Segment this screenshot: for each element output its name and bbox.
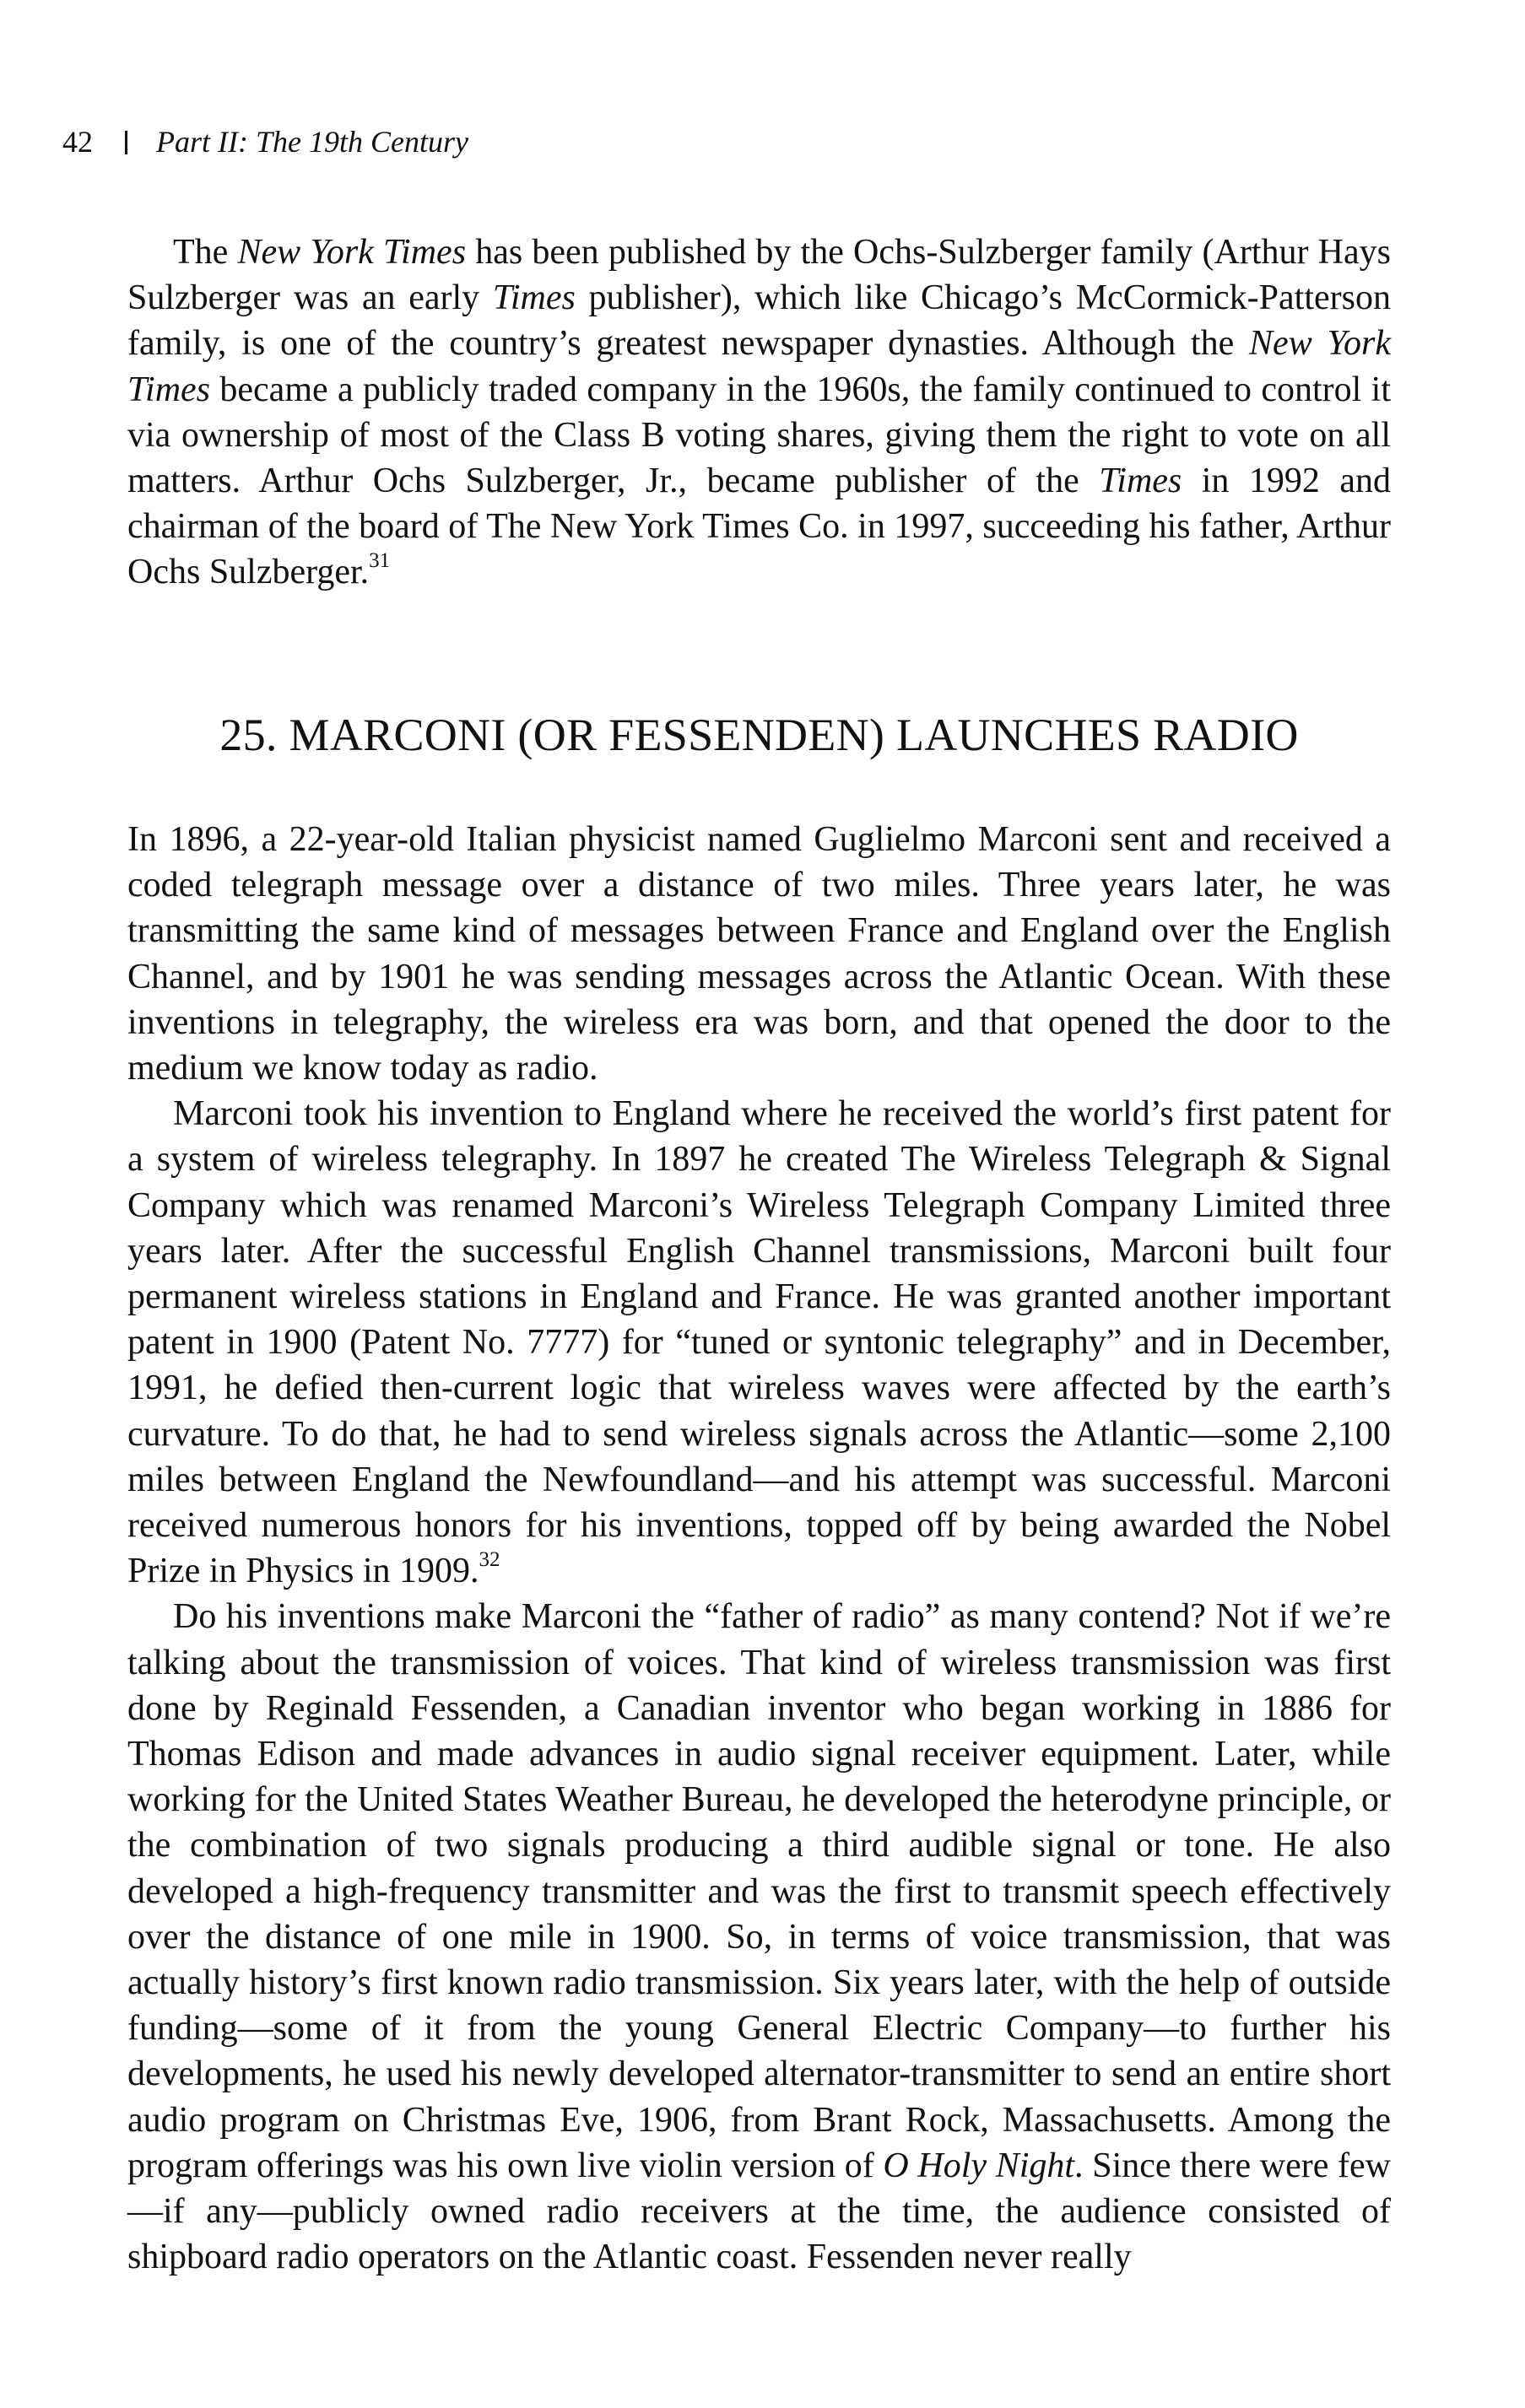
paragraph: Marconi took his invention to England where he received the world’s first patent for a system of wireless telegraphy. In 1897 he created The Wireless Telegraph & Signal Company which was renamed Marconi’s Wireless Telegraph Company Limited three years later. After the successful English Channel transmissions, Marconi built four permanent wireless stations in England and France. He was granted another important patent in 1900 (Patent No. 7777) for “tuned or syntonic telegraphy” and in December, 1991, he defied then-current logic that wireless waves were affected by the earth’s curvature. To do that, he had to send wireless signals across the Atlantic—some 2,100 miles between England the Newfoundland—and his attempt was successful. Marconi received numerous honors for his inventions, topped off by being awarded the Nobel Prize in Physics in 1909.32 [127,1094,1391,1591]
song-title: O Holy Night [883,2146,1075,2185]
part-title: Part II: The 19th Century [156,125,468,159]
newspaper-title: Times [492,278,576,318]
section-heading: 25. MARCONI (OR FESSENDEN) LAUNCHES RADIO [219,710,1299,760]
page-number: 42 [62,125,93,159]
newspaper-title: New York Times [127,324,1391,409]
intro-text-block [127,229,1391,596]
paragraph: In 1896, a 22-year-old Italian physicist named Guglielmo Marconi sent and received a coded telegraph message over a distance of two miles. Three years later, he was transmitting the same kind of messages between France and England over the English Channel, and by 1901 he was sending messages across the Atlantic Ocean. With these inventions in telegraphy, the wireless era was born, and that opened the door to the medium we know today as radio. [127,820,1391,1088]
footnote-ref: 31 [369,549,391,573]
intro-paragraph: The New York Times has been published by the Ochs-Sulzberger family (Arthur Hays Sulzberger was an early Times publisher), which like Chicago’s McCormick-Patterson family, is one of the country’s greatest newspaper dynasties. Although the New York Times became a publicly traded company in the 1960s, the family continued to control it via ownership of most of the Class B voting shares, giving them the right to vote on all matters. Arthur Ochs Sulzberger, Jr., became publisher of the Times in 1992 and chairman of the board of The New York Times Co. in 1997, succeeding his father, Arthur Ochs Sulzberger.$^{31}$ [127,233,1392,592]
paragraph: Do his inventions make Marconi the “father of radio” as many contend? Not if we’re talking about the transmission of voices. That kind of wireless transmission was first done by Reginald Fessenden, a Canadian inventor who began working in 1886 for Thomas Edison and made advances in audio signal receiver equipment. Later, while working for the United States Weather Bureau, he developed the heterodyne principle, or the combination of two signals producing a third audible signal or tone. He also developed a high-frequency transmitter and was the first to transmit speech effectively over the distance of one mile in 1900. So, in terms of voice transmission, that was actually history’s first known radio transmission. Six years later, with the help of outside funding—some of it from the young General Electric Company—to further his developments, he used his newly developed alternator-transmitter to send an entire short audio program on Christmas Eve, 1906, from Brant Rock, Massachusetts. Among the program offerings was his own live violin version of O Holy Night. Since there were few—if any—publicly owned radio receivers at the time, the audience consisted of shipboard radio operators on the Atlantic coast. Fessenden never really [127,1597,1392,2277]
newspaper-title: Times [1099,462,1182,501]
newspaper-title: New York Times [237,233,467,272]
footnote-ref: 32 [479,1548,500,1572]
running-head [62,123,468,160]
header-separator [125,131,127,154]
section-body [127,817,1391,2281]
